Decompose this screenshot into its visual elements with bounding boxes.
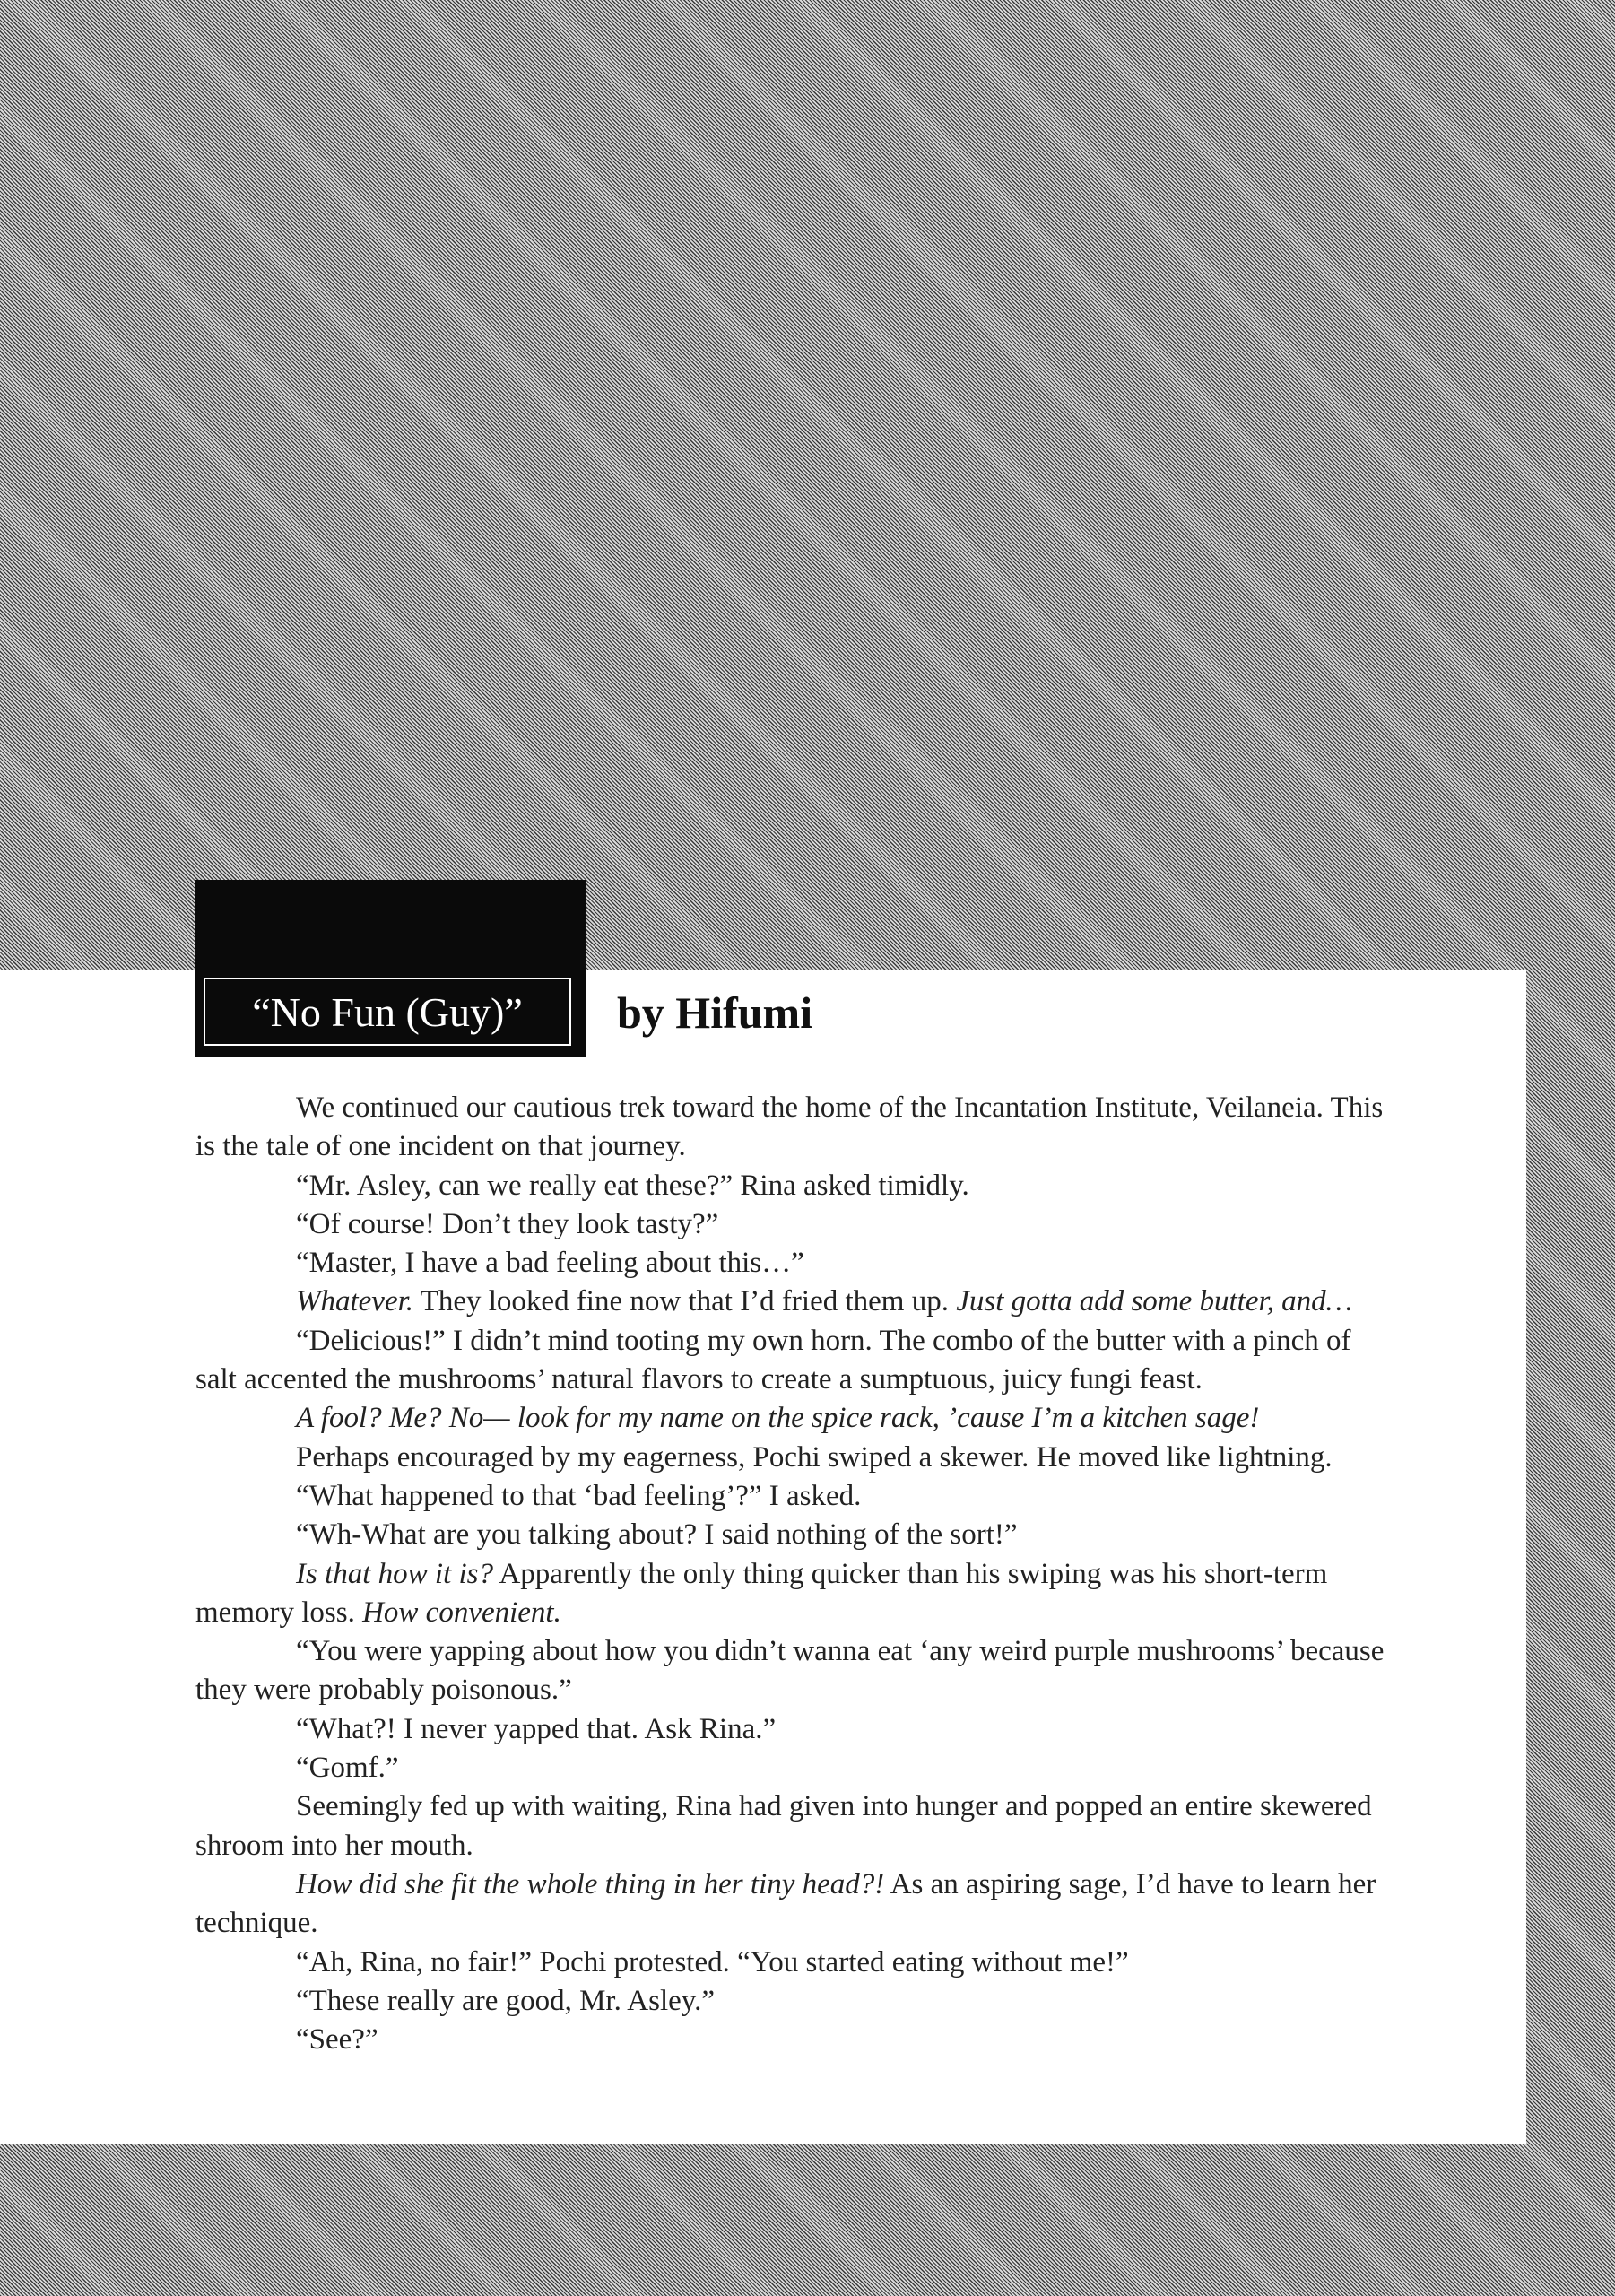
story-body <box>195 1089 1390 2059</box>
paragraph-text: Seemingly fed up with waiting, Rina had given into hunger and popped an entire skewered shroom into her mouth. <box>195 1790 1372 1862</box>
story-paragraph <box>195 1516 1390 1554</box>
story-paragraph <box>195 1555 1390 1633</box>
paragraph-text: “Master, I have a bad feeling about this…” <box>296 1247 804 1280</box>
story-paragraph <box>195 1167 1390 1205</box>
italic-text: How convenient. <box>362 1596 561 1629</box>
story-paragraph <box>195 1439 1390 1477</box>
paragraph-text: “Delicious!” I didn’t mind tooting my own horn. The combo of the butter with a pinch of salt accented the mushrooms’ natural flavors to create a sumptuous, juicy fungi feast. <box>195 1324 1351 1396</box>
paragraph-text: We continued our cautious trek toward the home of the Incantation Institute, Veilaneia. This is the tale of one incident on that journey. <box>195 1091 1384 1163</box>
paragraph-text: Apparently the only thing quicker than his swiping was his short-term memory loss. <box>195 1557 1328 1629</box>
story-paragraph <box>195 1244 1390 1283</box>
paragraph-text: “Mr. Asley, can we really eat these?” Rina asked timidly. <box>296 1169 969 1202</box>
paragraph-text: As an aspiring sage, I’d have to learn her technique. <box>195 1867 1376 1940</box>
story-paragraph <box>195 1089 1390 1167</box>
italic-text: Whatever. <box>296 1285 414 1318</box>
story-paragraph <box>195 1322 1390 1400</box>
story-paragraph <box>195 1787 1390 1866</box>
italic-text: A fool? Me? No— look for my name on the spice rack, ’cause I’m a kitchen sage! <box>296 1402 1260 1435</box>
story-paragraph <box>195 1632 1390 1710</box>
chapter-title: “No Fun (Guy)” <box>252 988 523 1035</box>
italic-text: Is that how it is? <box>296 1557 494 1590</box>
chapter-title-frame <box>204 978 571 1046</box>
story-paragraph <box>195 1982 1390 2021</box>
story-paragraph <box>195 1283 1390 1321</box>
paragraph-text: “Ah, Rina, no fair!” Pochi protested. “You started eating without me!” <box>296 1945 1129 1979</box>
italic-text: Just gotta add some butter, and… <box>956 1285 1353 1318</box>
paragraph-text: “These really are good, Mr. Asley.” <box>296 1984 716 2017</box>
italic-text: How did she fit the whole thing in her tiny head?! <box>296 1867 885 1900</box>
chapter-title-box <box>195 880 586 1057</box>
story-paragraph <box>195 1477 1390 1516</box>
paragraph-text: Perhaps encouraged by my eagerness, Pochi swiped a skewer. He moved like lightning. <box>296 1440 1333 1474</box>
story-paragraph <box>195 1749 1390 1787</box>
story-paragraph <box>195 1205 1390 1244</box>
paragraph-text: “Of course! Don’t they look tasty?” <box>296 1207 719 1240</box>
paragraph-text: “You were yapping about how you didn’t wanna eat ‘any weird purple mushrooms’ because they were probably poisonous.” <box>195 1635 1385 1707</box>
story-paragraph <box>195 1944 1390 1982</box>
paragraph-text: “Wh-What are you talking about? I said nothing of the sort!” <box>296 1518 1018 1552</box>
story-paragraph <box>195 1710 1390 1749</box>
story-paragraph <box>195 1866 1390 1944</box>
story-paragraph <box>195 1399 1390 1438</box>
author-byline: by Hifumi <box>617 987 813 1038</box>
paragraph-text: “Gomf.” <box>296 1752 399 1785</box>
story-paragraph <box>195 2021 1390 2059</box>
paragraph-text: “What?! I never yapped that. Ask Rina.” <box>296 1712 777 1745</box>
paragraph-text: “What happened to that ‘bad feeling’?” I asked. <box>296 1479 862 1512</box>
paragraph-text: They looked fine now that I’d fried them up. <box>413 1285 957 1318</box>
paragraph-text: “See?” <box>296 2023 378 2057</box>
